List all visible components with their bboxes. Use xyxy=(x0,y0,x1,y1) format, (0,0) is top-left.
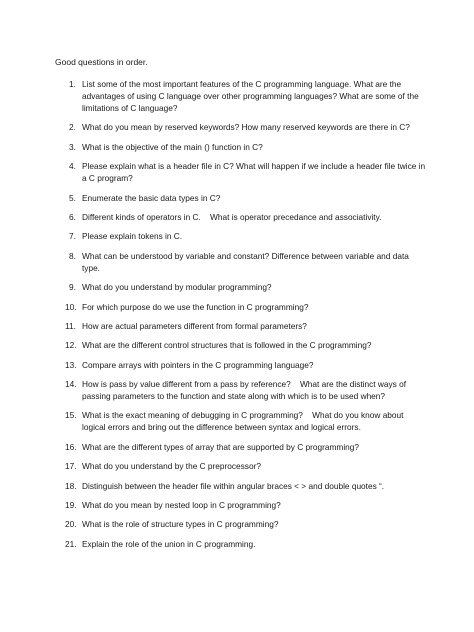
question-number: 17. xyxy=(65,461,77,472)
question-text: What do you mean by reserved keywords? How many reserved keywords are there in C? xyxy=(82,122,410,133)
question-item xyxy=(55,359,427,371)
question-number: 18. xyxy=(65,480,77,491)
question-item xyxy=(55,441,427,453)
question-text: Different kinds of operators in C. What is operator precedance and associativity. xyxy=(82,211,382,222)
question-number: 6. xyxy=(69,211,76,222)
question-item xyxy=(55,78,427,114)
question-text: How is pass by value different from a pass by reference? What are the distinct ways of passing parameters to the function and state along with which is to be used when? xyxy=(82,379,409,402)
question-text: Distinguish between the header file within angular braces < > and double quotes “. xyxy=(82,480,385,491)
question-text: Enumerate the basic data types in C? xyxy=(82,192,221,203)
question-number: 16. xyxy=(65,441,77,452)
question-number: 11. xyxy=(65,320,76,331)
question-number: 1. xyxy=(69,79,76,89)
question-text: Compare arrays with pointers in the C programming language? xyxy=(82,359,314,370)
question-text: How are actual parameters different from formal parameters? xyxy=(82,320,307,331)
question-number: 5. xyxy=(69,192,76,203)
question-text: What is the objective of the main () function in C? xyxy=(82,141,263,152)
question-text: What do you mean by nested loop in C programming? xyxy=(82,500,281,511)
question-text: What do you understand by modular programming? xyxy=(82,282,272,293)
question-text: Please explain what is a header file in C? What will happen if we include a header file twice in a C program? xyxy=(82,161,428,184)
question-text: What are the different control structures that is followed in the C programming? xyxy=(82,340,372,351)
question-number: 15. xyxy=(65,410,77,421)
question-text: What are the different types of array that are supported by C programming? xyxy=(82,441,360,452)
question-number: 2. xyxy=(69,122,76,133)
question-text: Explain the role of the union in C programming. xyxy=(82,538,256,549)
question-item xyxy=(55,538,427,550)
question-item xyxy=(55,160,427,184)
question-number: 3. xyxy=(69,141,76,152)
question-item xyxy=(55,339,427,351)
question-number: 20. xyxy=(65,519,77,530)
question-number: 10. xyxy=(65,301,77,312)
question-text: What can be understood by variable and constant? Difference between variable and data type. xyxy=(82,250,412,273)
question-item xyxy=(55,480,427,492)
question-number: 14. xyxy=(65,379,77,390)
question-item xyxy=(55,250,427,274)
question-item xyxy=(55,460,427,472)
document-title: Good questions in order. xyxy=(55,57,148,67)
question-item xyxy=(55,230,427,242)
question-number: 19. xyxy=(65,500,77,511)
question-number: 12. xyxy=(65,340,77,351)
question-number: 4. xyxy=(69,161,76,172)
question-item xyxy=(55,211,427,223)
question-item xyxy=(55,141,427,153)
question-item xyxy=(55,301,427,313)
question-item xyxy=(55,281,427,293)
question-item xyxy=(55,378,427,402)
question-text: What do you understand by the C preprocessor? xyxy=(82,461,261,472)
question-text: What is the exact meaning of debugging in C programming? What do you know about logical errors and bring out the difference between syntax and logical errors. xyxy=(82,410,406,433)
question-text: What is the role of structure types in C programming? xyxy=(82,519,279,530)
question-item xyxy=(55,518,427,530)
question-item xyxy=(55,320,427,332)
question-list xyxy=(55,78,427,557)
question-text: Please explain tokens in C. xyxy=(82,231,183,242)
question-number: 13. xyxy=(65,359,77,370)
question-item xyxy=(55,192,427,204)
question-text: For which purpose do we use the function in C programming? xyxy=(82,301,309,312)
question-item xyxy=(55,409,427,433)
question-text: List some of the most important features of the C programming language. What are the advantages of using C language over other programming languages? What are some of the limitations of C language? xyxy=(82,79,422,113)
question-number: 7. xyxy=(69,231,76,242)
question-number: 9. xyxy=(69,282,76,293)
question-item xyxy=(55,121,427,133)
question-number: 8. xyxy=(69,250,76,261)
question-item xyxy=(55,499,427,511)
question-number: 21. xyxy=(65,538,77,549)
